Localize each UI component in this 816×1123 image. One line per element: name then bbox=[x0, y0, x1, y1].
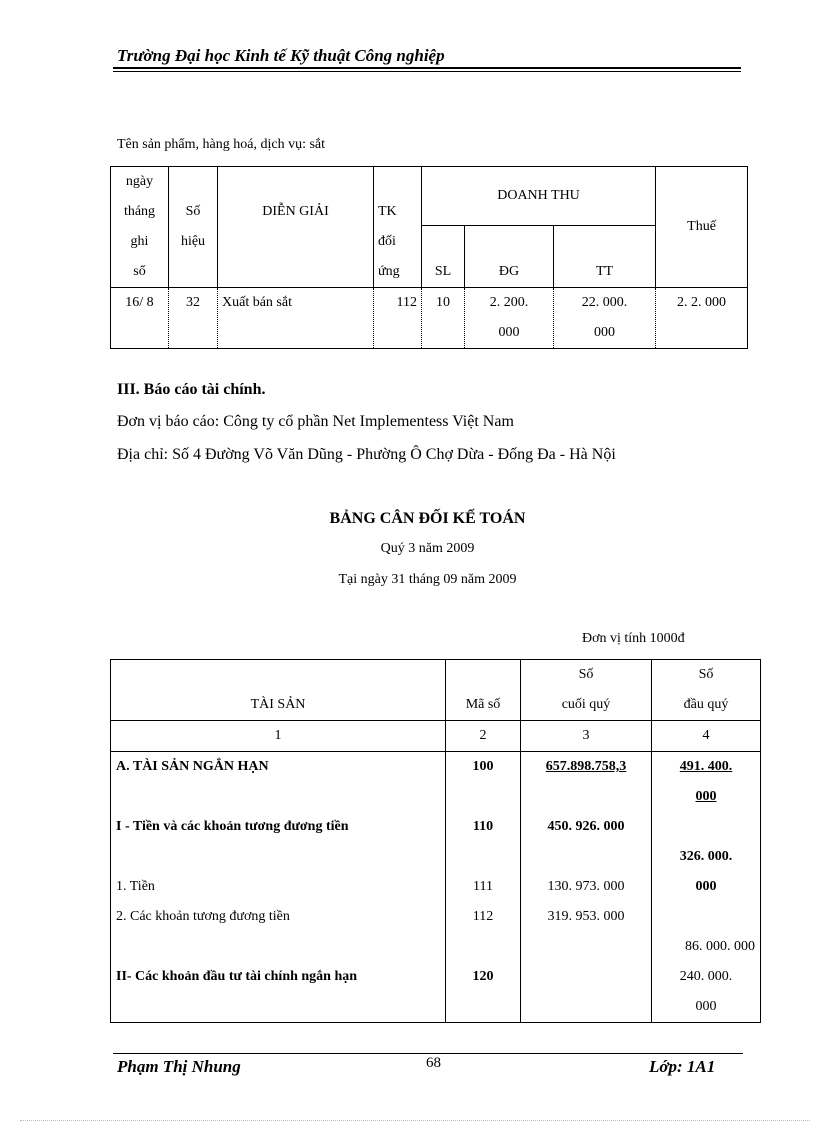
asset-name: 1. Tiền bbox=[111, 872, 446, 902]
table-row bbox=[111, 812, 761, 872]
sales-table bbox=[110, 166, 748, 349]
cell-number: 32 bbox=[169, 288, 218, 349]
reporting-address: Địa chỉ: Số 4 Đường Võ Văn Dũng - Phường Ô Chợ Dừa - Đống Đa - Hà Nội bbox=[117, 446, 616, 463]
asset-code: 112 bbox=[446, 902, 521, 962]
cell-account: 112 bbox=[374, 288, 422, 349]
asset-name: A. TÀI SẢN NGẮN HẠN bbox=[111, 752, 446, 813]
page-number: 68 bbox=[426, 1055, 441, 1071]
product-line: Tên sản phẩm, hàng hoá, dịch vụ: sắt bbox=[117, 137, 326, 152]
asset-name: 2. Các khoản tương đương tiền bbox=[111, 902, 446, 962]
asset-end-value: 450. 926. 000 bbox=[521, 812, 652, 872]
asset-end-value: 657.898.758,3 bbox=[521, 752, 652, 813]
asset-begin-value: 326. 000. 000 bbox=[652, 812, 761, 902]
header-revenue: DOANH THU bbox=[422, 167, 656, 226]
col-number-1: 1 bbox=[111, 721, 446, 752]
header-end-quarter: Số cuối quý bbox=[521, 660, 652, 721]
header-description: DIỄN GIẢI bbox=[218, 167, 374, 288]
cell-description: Xuất bán sắt bbox=[218, 288, 374, 349]
header-begin-quarter: Số đầu quý bbox=[652, 660, 761, 721]
header-code: Mã số bbox=[446, 660, 521, 721]
asset-code: 110 bbox=[446, 812, 521, 872]
asset-end-value: 130. 973. 000 bbox=[521, 872, 652, 902]
asset-begin-value: 491. 400. 000 bbox=[652, 752, 761, 813]
cell-tax: 2. 2. 000 bbox=[656, 288, 748, 349]
table-row bbox=[111, 752, 761, 813]
cell-total: 22. 000. 000 bbox=[554, 288, 656, 349]
asset-name: II- Các khoản đầu tư tài chính ngắn hạn bbox=[111, 962, 446, 1023]
footer-author: Phạm Thị Nhung bbox=[117, 1057, 241, 1076]
footer-class: Lớp: 1A1 bbox=[649, 1057, 716, 1076]
cell-date: 16/ 8 bbox=[111, 288, 169, 349]
header-rule-thin bbox=[113, 71, 741, 72]
asset-begin-value: 240. 000. 000 bbox=[652, 962, 761, 1023]
col-number-2: 2 bbox=[446, 721, 521, 752]
table-row bbox=[111, 902, 761, 962]
header-unit-price: ĐG bbox=[465, 226, 554, 288]
balance-sheet-quarter: Quý 3 năm 2009 bbox=[380, 541, 475, 556]
asset-code: 100 bbox=[446, 752, 521, 813]
col-number-4: 4 bbox=[652, 721, 761, 752]
asset-end-value bbox=[521, 962, 652, 1023]
page-edge bbox=[20, 1120, 810, 1121]
asset-code: 120 bbox=[446, 962, 521, 1023]
asset-begin-value: 86. 000. 000 bbox=[652, 902, 761, 962]
header-tax: Thuế bbox=[656, 167, 748, 288]
header-total: TT bbox=[554, 226, 656, 288]
footer-rule bbox=[113, 1053, 743, 1054]
header-asset: TÀI SẢN bbox=[111, 660, 446, 721]
header-rule bbox=[113, 67, 741, 69]
asset-code: 111 bbox=[446, 872, 521, 902]
section-heading: III. Báo cáo tài chính. bbox=[117, 381, 266, 398]
cell-unit-price: 2. 200. 000 bbox=[465, 288, 554, 349]
col-number-3: 3 bbox=[521, 721, 652, 752]
balance-sheet-unit: Đơn vị tính 1000đ bbox=[582, 631, 685, 646]
header-number: Số hiệu bbox=[169, 167, 218, 288]
table-row bbox=[111, 962, 761, 1023]
page-header-title: Trường Đại học Kinh tế Kỹ thuật Công nghiệp bbox=[117, 46, 445, 65]
cell-qty: 10 bbox=[422, 288, 465, 349]
balance-sheet-date: Tại ngày 31 tháng 09 năm 2009 bbox=[338, 572, 517, 587]
reporting-unit: Đơn vị báo cáo: Công ty cổ phần Net Implementess Việt Nam bbox=[117, 413, 514, 430]
balance-sheet-title: BẢNG CÂN ĐỐI KẾ TOÁN bbox=[329, 510, 526, 527]
balance-sheet-table bbox=[110, 659, 761, 1023]
header-date: ngày tháng ghi sổ bbox=[111, 167, 169, 288]
header-account: TK đối ứng bbox=[374, 167, 422, 288]
asset-end-value: 319. 953. 000 bbox=[521, 902, 652, 962]
asset-name: I - Tiền và các khoản tương đương tiền bbox=[111, 812, 446, 872]
header-qty: SL bbox=[422, 226, 465, 288]
